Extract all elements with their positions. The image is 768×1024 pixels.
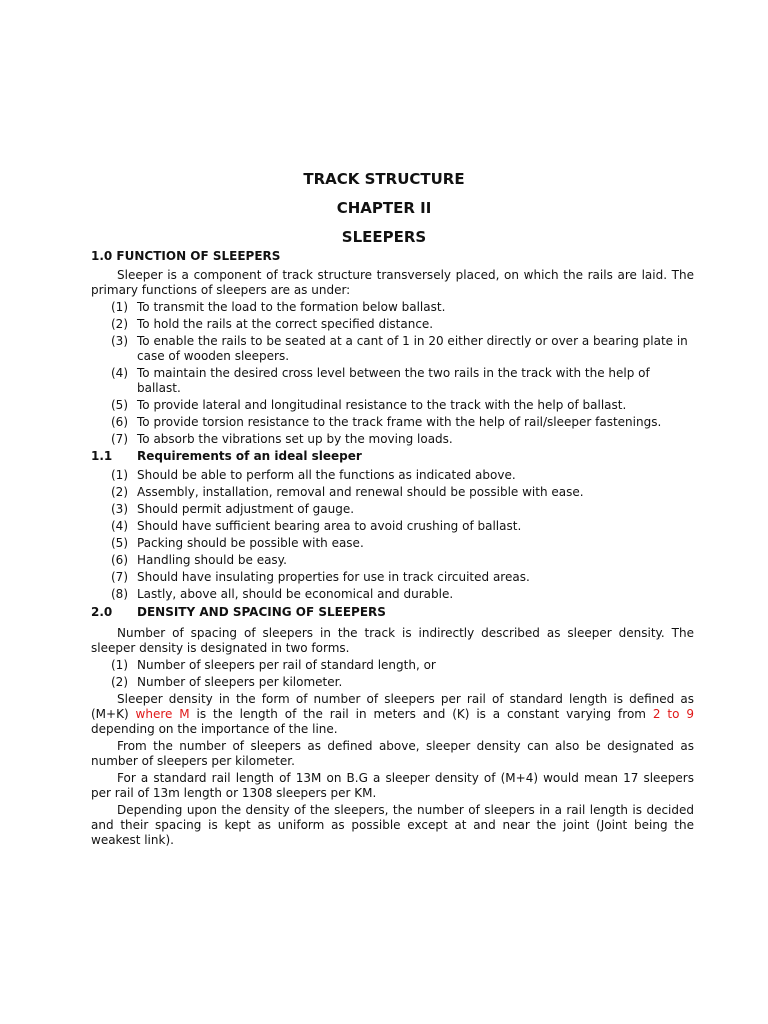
chapter-subject: SLEEPERS [341,228,427,246]
list-item: (4) To maintain the desired cross level between the two rails in the track with the help of ballast. [111,366,650,395]
document-body [91,249,694,850]
list-item: (1) To transmit the load to the formation below ballast. [111,300,446,314]
list-item: (1) Number of sleepers per rail of standard length, or [111,658,436,672]
density-forms-list [91,658,694,690]
density-definition-paragraph: Sleeper density in the form of number of sleepers per rail of standard length is defined as (M+K) where M is the length of the rail in meters and (K) is a constant varying from 2 to 9 depending on the importance of the line. [91,692,694,736]
list-item: (7) Should have insulating properties for use in track circuited areas. [111,570,530,584]
requirements-list [91,468,694,602]
chapter-title: CHAPTER II [336,199,432,217]
density-per-km-paragraph: From the number of sleepers as defined above, sleeper density can also be designated as number of sleepers per kilometer. [91,739,694,768]
list-item: (3) To enable the rails to be seated at a cant of 1 in 20 either directly or over a bearing plate in case of wooden sleepers. [111,334,688,363]
section-heading-1-0: 1.0 FUNCTION OF SLEEPERS [91,249,281,263]
list-item: (2) Number of sleepers per kilometer. [111,675,343,689]
list-item: (5) Packing should be possible with ease. [111,536,364,550]
functions-list [91,300,694,447]
highlight-where-m: where M [135,707,190,721]
list-item: (2) To hold the rails at the correct specified distance. [111,317,434,331]
document-title: TRACK STRUCTURE [303,170,465,188]
list-item: (8) Lastly, above all, should be economical and durable. [111,587,454,601]
list-item: (3) Should permit adjustment of gauge. [111,502,355,516]
section-heading-2-0: 2.0 DENSITY AND SPACING OF SLEEPERS [91,605,386,619]
list-item: (1) Should be able to perform all the functions as indicated above. [111,468,516,482]
density-example-paragraph: For a standard rail length of 13M on B.G a sleeper density of (M+4) would mean 17 sleepers per rail of 13m length or 1308 sleepers per KM. [91,771,694,800]
highlight-2-to-9: 2 to 9 [652,707,694,721]
list-item: (7) To absorb the vibrations set up by the moving loads. [111,432,453,446]
section-1-0-intro: Sleeper is a component of track structure transversely placed, on which the rails are laid. The primary functions of sleepers are as under: [91,268,694,297]
spacing-paragraph: Depending upon the density of the sleepers, the number of sleepers in a rail length is decided and their spacing is kept as uniform as possible except at and near the joint (Joint being the weakest link). [91,803,694,847]
list-item: (5) To provide lateral and longitudinal resistance to the track with the help of ballast. [111,398,627,412]
list-item: (2) Assembly, installation, removal and renewal should be possible with ease. [111,485,584,499]
list-item: (6) To provide torsion resistance to the track frame with the help of rail/sleeper fastenings. [111,415,662,429]
list-item: (4) Should have sufficient bearing area to avoid crushing of ballast. [111,519,522,533]
title-block [0,168,768,255]
section-2-0-intro: Number of spacing of sleepers in the track is indirectly described as sleeper density. The sleeper density is designated in two forms. [91,626,694,655]
section-heading-1-1: 1.1 Requirements of an ideal sleeper [91,449,362,463]
list-item: (6) Handling should be easy. [111,553,287,567]
